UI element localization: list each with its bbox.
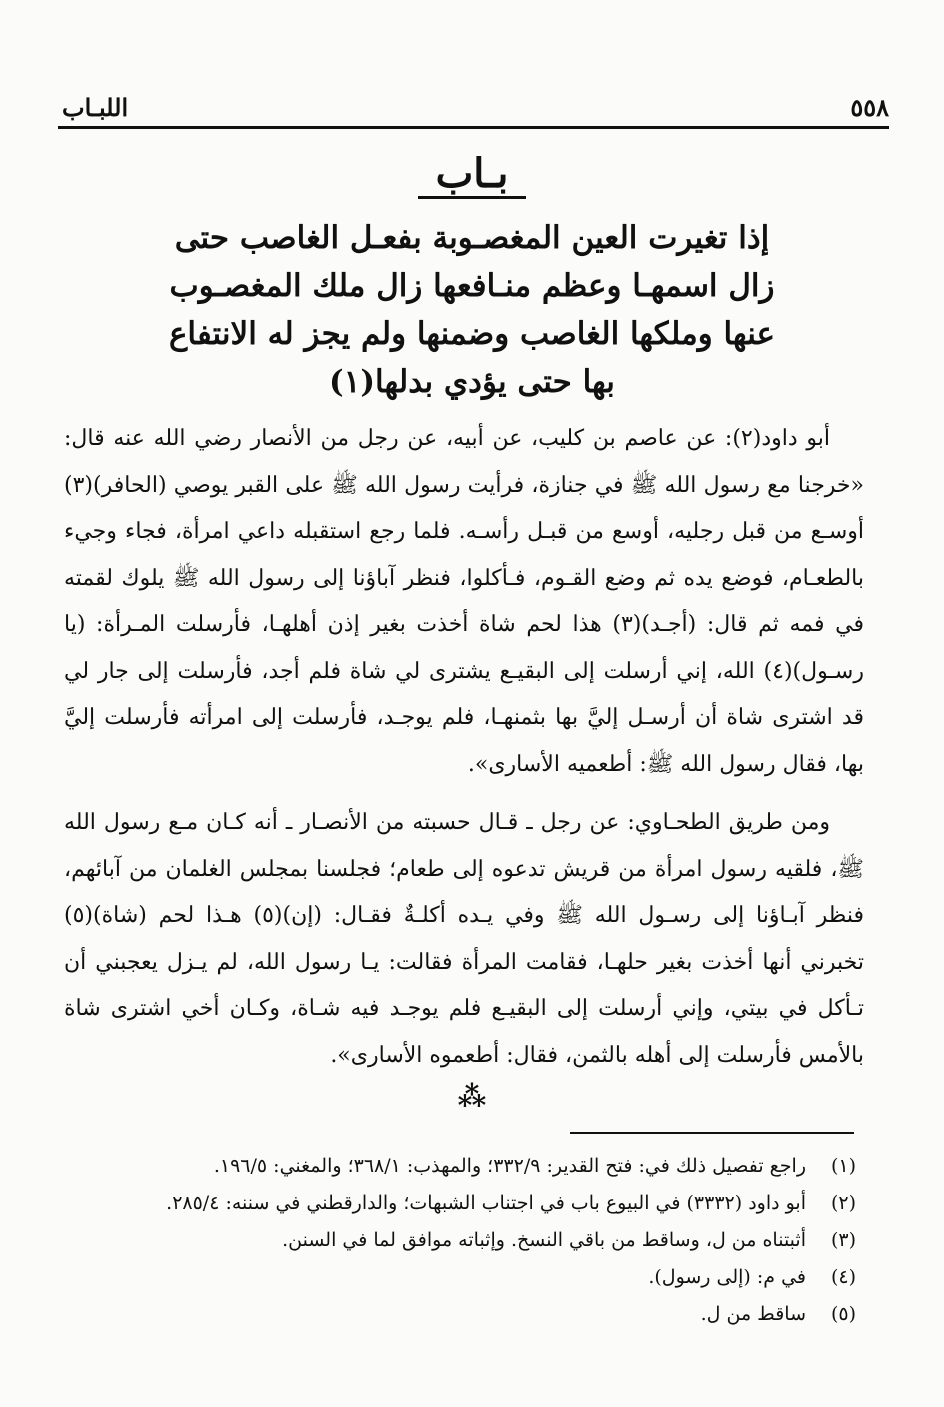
section-ornament: ⁂ [457,1080,487,1113]
footnote-item [80,1296,856,1333]
footnote-item [80,1222,856,1259]
chapter-label-text: بـاب [418,152,527,199]
running-header [62,88,889,122]
footnote-number: (٣) [830,1229,856,1251]
footnote-item [80,1259,856,1296]
footnotes [80,1148,856,1333]
header-rule [58,126,889,129]
footnote-rule [570,1132,854,1134]
chapter-title [120,214,824,406]
chapter-title-line: زال اسمهـا وعظم منـافعها زال ملك المغصـوب [169,268,775,304]
book-title: اللبـاب [62,93,129,122]
footnote-number: (١) [830,1155,856,1177]
body-paragraph-2 [64,800,864,1079]
footnote-text: أثبتناه من ل، وساقط من باقي النسخ. وإثباته موافق لما في السنن. [282,1229,806,1251]
footnote-text: ساقط من ل. [700,1303,806,1325]
footnote-item [80,1185,856,1222]
chapter-title-line: إذا تغيرت العين المغصـوبة بفعـل الغاصب حتى [174,220,770,256]
body-paragraph-1 [64,416,864,788]
hadith-tahawi: ومن طريق الطحـاوي: عن رجل ـ قـال حسبته من الأنصـار ـ أنه كـان مـع رسول الله ﷺ، فلقيه رسول امرأة من قريش تدعوه إلى طعام؛ فجلسنا بمجلس الغلمان من آبائهم، فنظر آبـاؤنا إلى رسـول الله ﷺ وفي يـده أكلـةٌ فقـال: (إن)(٥) هـذا لحم (شاة)(٥) تخبرني أنها أخذت بغير حلهـا، فقامت المرأة فقالت: يـا رسول الله، لم يـزل يعجبني أن تـأكل في بيتي، وإني أرسلت إلى البقيـع فلم يوجـد فيه شـاة، وكـان أخي اشترى شاة بالأمس فأرسلت إلى أهله بالثمن، فقال: أطعموه الأسارى». [64,810,864,1068]
chapter-label [0,150,944,199]
page-number: ٥٥٨ [850,93,889,122]
footnote-text: أبو داود (٣٣٣٢) في البيوع باب في اجتناب الشبهات؛ والدارقطني في سننه: ٢٨٥/٤. [166,1192,806,1214]
chapter-title-line: عنها وملكها الغاصب وضمنها ولم يجز له الانتفاع [168,316,776,352]
hadith-abu-dawud: أبو داود(٢): عن عاصم بن كليب، عن أبيه، عن رجل من الأنصار رضي الله عنه قال: «خرجنا مع رسول الله ﷺ في جنازة، فرأيت رسول الله ﷺ على القبر يوصي (الحافر)(٣) أوسـع من قبل رجليه، أوسع من قبـل رأسـه. فلما رجع استقبله داعي امرأة، فجاء وجيء بالطعـام، فوضع يده ثم وضع القـوم، فـأكلوا، فنظر آباؤنا إلى رسول الله ﷺ يلوك لقمته في فمه ثم قال: (أجـد)(٣) هذا لحم شاة أخذت بغير إذن أهلهـا، فأرسلت المـرأة: (يا رسـول)(٤) الله، إني أرسلت إلى البقيـع يشترى لي شاة فلم أجد، فأرسلت إلى جار لي قد اشترى شاة أن أرسـل إليَّ بها بثمنهـا، فلم يوجـد، فأرسلت إلى امرأته فأرسلت إليَّ بها، فقال رسول الله ﷺ: أطعميه الأسارى». [64,426,864,777]
footnote-item [80,1148,856,1185]
chapter-title-line: بها حتى يؤدي بدلها(١) [329,364,615,400]
footnote-text: راجع تفصيل ذلك في: فتح القدير: ٣٣٢/٩؛ والمهذب: ٣٦٨/١؛ والمغني: ١٩٦/٥. [213,1155,806,1177]
footnote-text: في م: (إلى رسول). [648,1266,806,1288]
footnote-number: (٤) [830,1266,856,1288]
footnote-number: (٥) [830,1303,856,1325]
footnote-number: (٢) [830,1192,856,1214]
